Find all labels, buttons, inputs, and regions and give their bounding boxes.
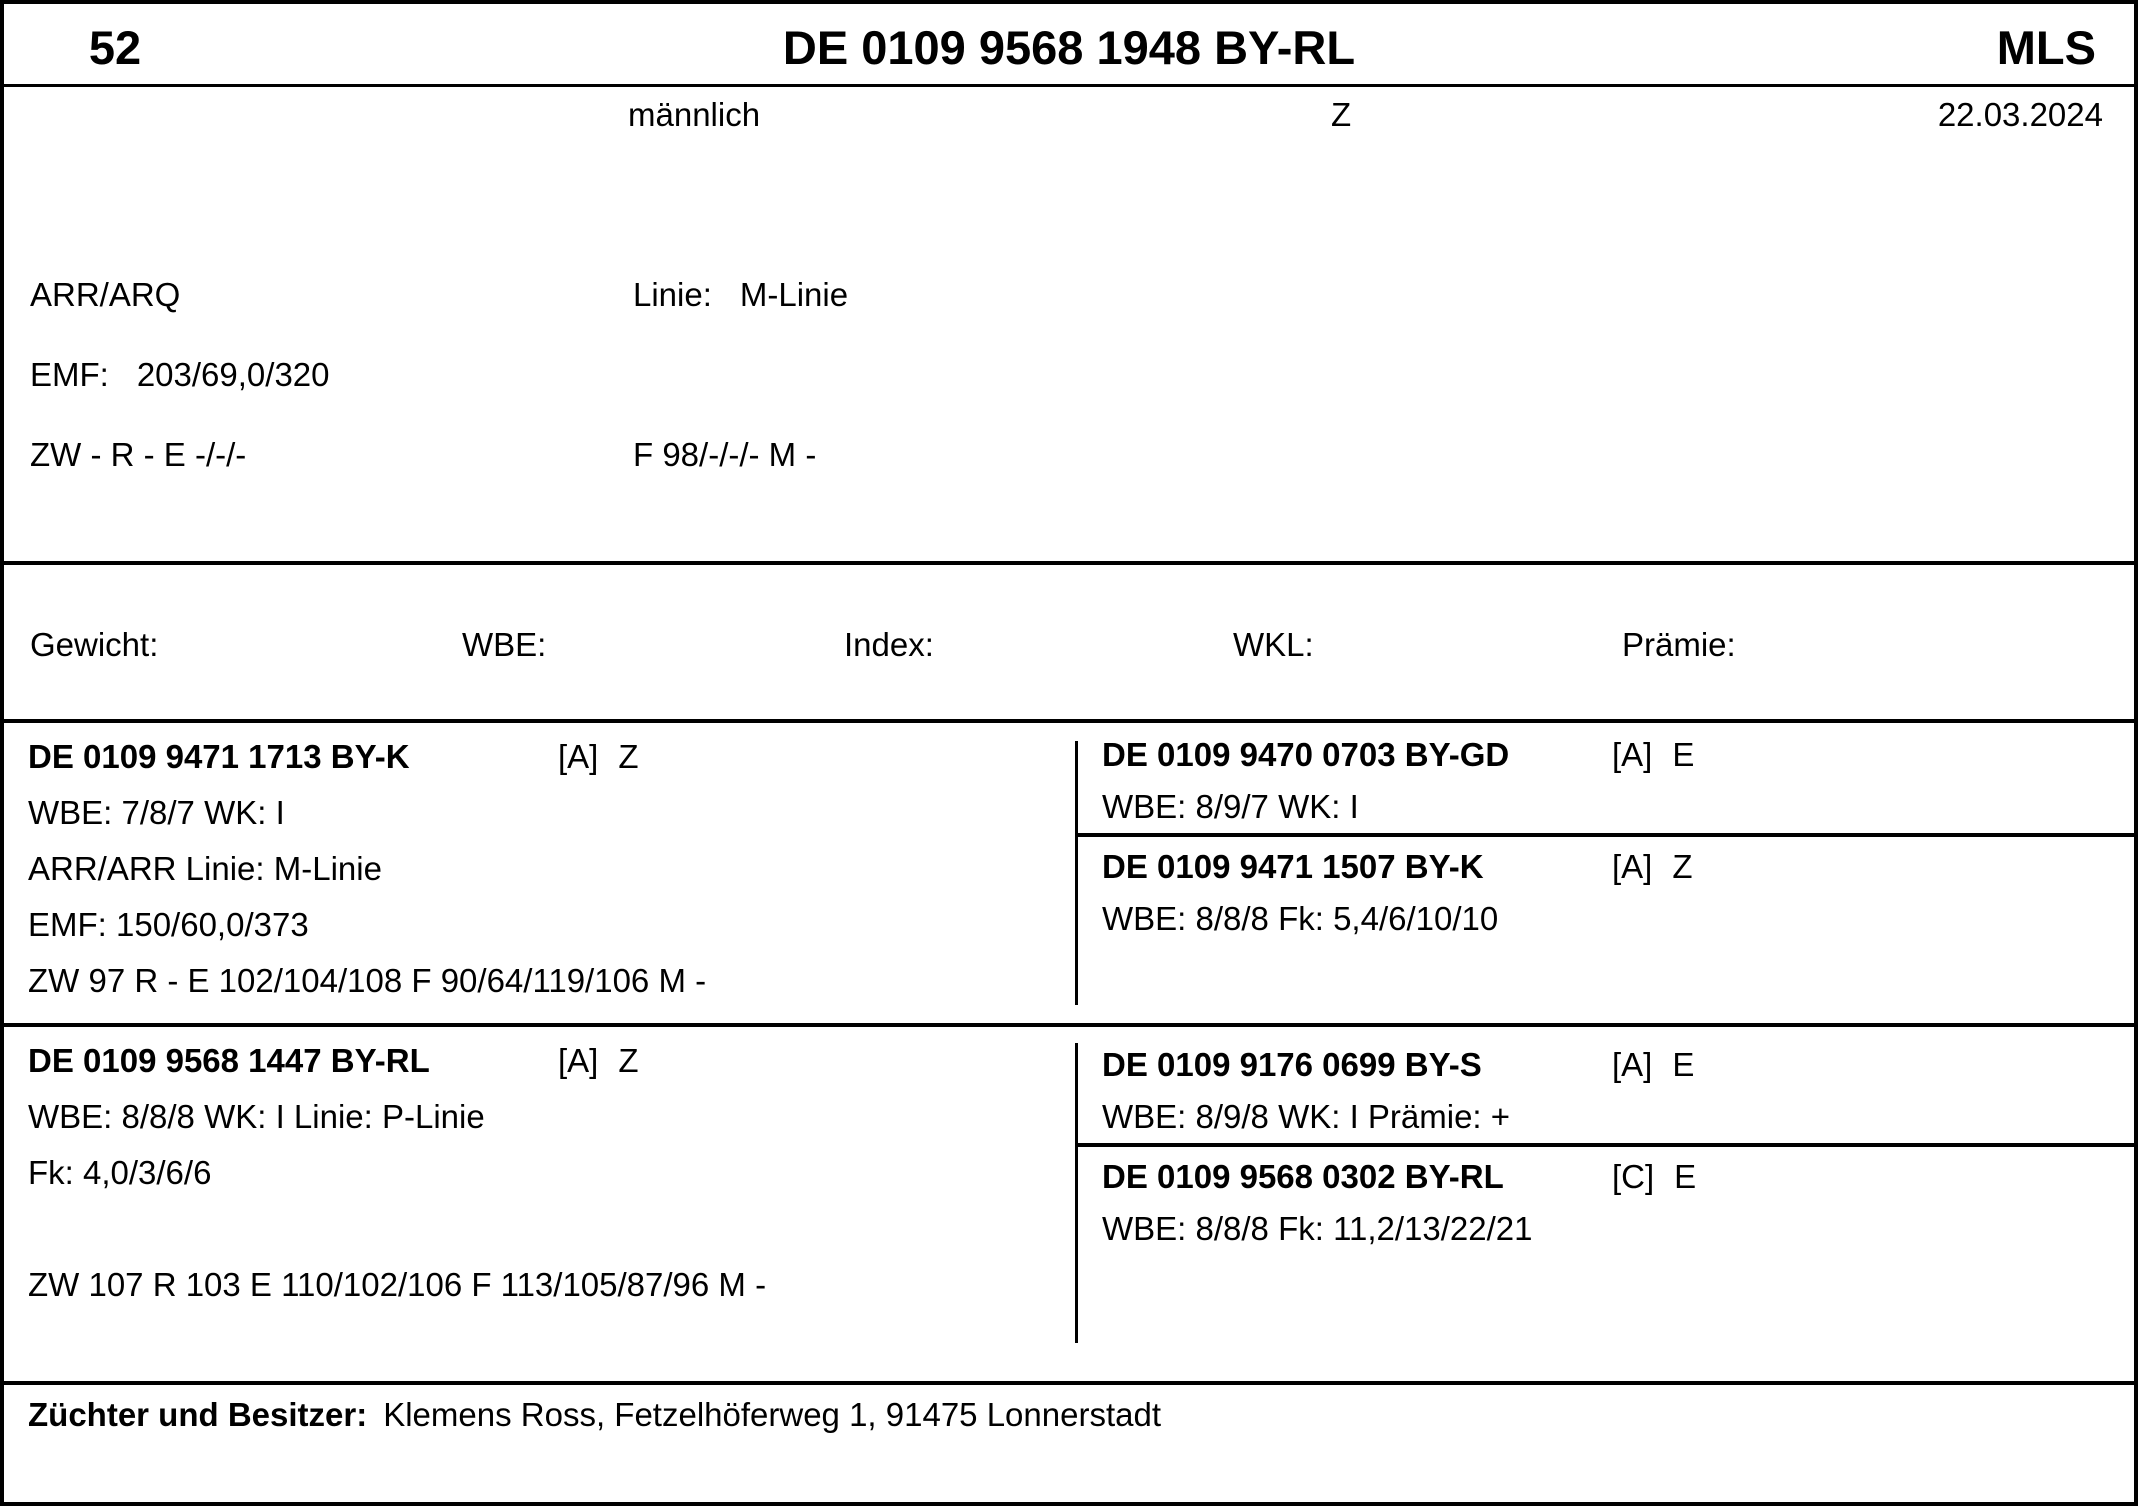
lot-number: 52 [88, 20, 142, 74]
pedigree-detail-line: ZW 97 R - E 102/104/108 F 90/64/119/106 M - [28, 962, 707, 999]
pedigree-detail-line: WBE: 7/8/7 WK: I [28, 794, 285, 831]
animal-id: DE 0109 9471 1713 BY-K [28, 738, 410, 775]
pedigree-id-line [1102, 1151, 2134, 1203]
measures-row [4, 565, 2134, 723]
pedigree-detail-line: WBE: 8/8/8 WK: I Linie: P-Linie [28, 1098, 485, 1135]
animal-id-title: DE 0109 9568 1948 BY-RL [782, 20, 1356, 74]
pedigree-sires-dam-entry [1078, 837, 2134, 945]
pedigree-detail-line: WBE: 8/8/8 Fk: 11,2/13/22/21 [1102, 1210, 1533, 1247]
status-code: [A] [558, 738, 599, 775]
pedigree-dam-row [4, 1027, 2134, 1385]
pedigree-detail-line: ZW 107 R 103 E 110/102/106 F 113/105/87/96 M - [28, 1266, 767, 1303]
label-index: Index: [844, 626, 934, 663]
pedigree-detail-line: WBE: 8/8/8 Fk: 5,4/6/10/10 [1102, 900, 1499, 937]
status-code: [A] [1612, 736, 1653, 773]
breeder-owner-row [4, 1385, 2134, 1502]
birth-date: 22.03.2024 [1937, 96, 2103, 133]
pedigree-id-line [1102, 729, 2134, 781]
pedigree-id-line [1102, 1039, 2134, 1091]
status-code: [C] [1612, 1158, 1655, 1195]
breed-code: MLS [1996, 20, 2096, 74]
genotype-value: ARR/ARQ [30, 276, 181, 313]
label-gewicht: Gewicht: [30, 626, 159, 663]
line-value: M-Linie [739, 276, 849, 313]
status-code: [A] [1612, 1046, 1653, 1083]
pedigree-dam-cell [4, 1027, 1075, 1381]
breeder-owner-label: Züchter und Besitzer: [28, 1396, 368, 1433]
animal-id: DE 0109 9470 0703 BY-GD [1102, 736, 1510, 773]
pedigree-detail-line [28, 1201, 1075, 1257]
usage-flag: Z [1672, 848, 1693, 885]
animal-id: DE 0109 9568 1447 BY-RL [28, 1042, 430, 1079]
sex-label: männlich [628, 96, 761, 133]
label-wkl: WKL: [1233, 626, 1314, 663]
status-code: [A] [558, 1042, 599, 1079]
label-praemie: Prämie: [1622, 626, 1736, 663]
animal-id: DE 0109 9568 0302 BY-RL [1102, 1158, 1504, 1195]
pedigree-sire-parents-cell [1078, 723, 2134, 1023]
pedigree-detail-line: Fk: 4,0/3/6/6 [28, 1154, 212, 1191]
pedigree-sire-cell [4, 723, 1075, 1023]
usage-flag: Z [618, 738, 639, 775]
pedigree-sires-sire-entry [1078, 723, 2134, 837]
pedigree-id-line [28, 729, 1075, 785]
usage-flag: Z [618, 1042, 639, 1079]
line-label: Linie: [633, 276, 712, 313]
pedigree-dams-sire-entry [1078, 1027, 2134, 1147]
usage-flag: E [1672, 1046, 1695, 1083]
emf-field [30, 353, 330, 397]
pedigree-detail-line: EMF: 150/60,0/373 [28, 906, 309, 943]
header-row [4, 4, 2134, 87]
emf-label: EMF: [30, 356, 109, 393]
pedigree-dam-parents-cell [1078, 1027, 2134, 1381]
animal-id: DE 0109 9471 1507 BY-K [1102, 848, 1484, 885]
pedigree-detail-line: WBE: 8/9/7 WK: I [1102, 788, 1359, 825]
pedigree-sire-row [4, 723, 2134, 1027]
pedigree-id-line [28, 1033, 1075, 1089]
animal-id: DE 0109 9176 0699 BY-S [1102, 1046, 1482, 1083]
line-field [633, 273, 848, 317]
usage-flag: E [1672, 736, 1695, 773]
emf-value: 203/69,0/320 [136, 356, 330, 393]
pedigree-dams-dam-entry [1078, 1147, 2134, 1255]
pedigree-detail-line: ARR/ARR Linie: M-Linie [28, 850, 382, 887]
breeding-value-summary: ZW - R - E -/-/- [30, 436, 247, 473]
breeder-owner-value: Klemens Ross, Fetzelhöferweg 1, 91475 Lonnerstadt [383, 1396, 1161, 1433]
breeding-value-summary-2: F 98/-/-/- M - [633, 436, 817, 473]
status-code: [A] [1612, 848, 1653, 885]
pedigree-id-line [1102, 841, 2134, 893]
usage-flag: E [1674, 1158, 1697, 1195]
label-wbe: WBE: [462, 626, 547, 663]
pedigree-detail-line: WBE: 8/9/8 WK: I Prämie: + [1102, 1098, 1511, 1135]
usage-code: Z [1331, 96, 1352, 133]
info-section [4, 87, 2134, 565]
